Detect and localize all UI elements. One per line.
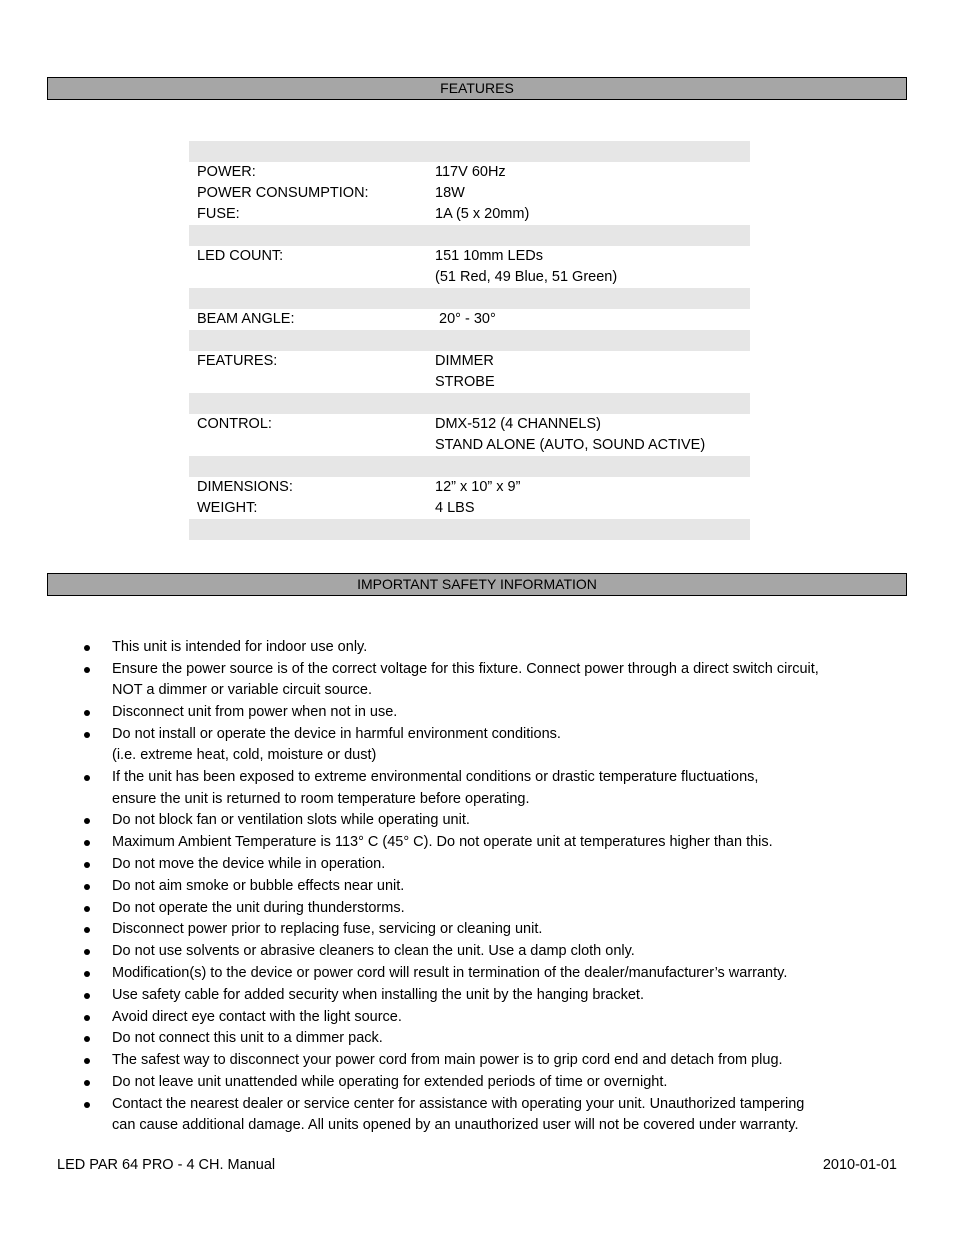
- safety-text: Use safety cable for added security when installing the unit by the hanging bracket.: [112, 986, 644, 1003]
- footer-manual-title: LED PAR 64 PRO - 4 CH. Manual: [57, 1157, 276, 1173]
- spec-value: 18W: [435, 185, 465, 201]
- spec-row: [189, 435, 750, 456]
- spec-row: [189, 351, 750, 372]
- safety-text: Do not use solvents or abrasive cleaners to clean the unit. Use a damp cloth only.: [112, 943, 635, 960]
- bullet-icon: [84, 645, 90, 651]
- safety-list-item: [84, 1094, 904, 1137]
- bullet-icon: [84, 732, 90, 738]
- bullet-icon: [84, 710, 90, 716]
- spec-row: [189, 372, 750, 393]
- safety-title: IMPORTANT SAFETY INFORMATION: [357, 576, 597, 592]
- spec-row: [189, 498, 750, 519]
- bullet-icon: [84, 862, 90, 868]
- spec-divider: [189, 393, 750, 414]
- safety-text: NOT a dimmer or variable circuit source.: [112, 682, 373, 699]
- bullet-icon: [84, 818, 90, 824]
- spec-value: 12” x 10” x 9”: [435, 479, 521, 495]
- spec-divider: [189, 225, 750, 246]
- safety-text: Disconnect unit from power when not in use.: [112, 704, 398, 721]
- bullet-icon: [84, 884, 90, 890]
- spec-divider: [189, 141, 750, 162]
- spec-row: [189, 477, 750, 498]
- safety-text: (i.e. extreme heat, cold, moisture or dust): [112, 747, 377, 764]
- safety-text: Do not block fan or ventilation slots while operating unit.: [112, 812, 470, 829]
- spec-row: [189, 267, 750, 288]
- safety-text: Ensure the power source is of the correct voltage for this fixture. Connect power through a direct switch circuit,: [112, 660, 819, 677]
- spec-row: [189, 204, 750, 225]
- safety-list-item: [84, 659, 904, 702]
- bullet-icon: [84, 667, 90, 673]
- safety-text: Do not install or operate the device in harmful environment conditions.: [112, 725, 561, 742]
- spec-group: [189, 246, 750, 288]
- safety-text: Avoid direct eye contact with the light source.: [112, 1008, 402, 1025]
- spec-label: POWER:: [197, 164, 256, 180]
- safety-list: [84, 637, 904, 1137]
- safety-text: Modification(s) to the device or power cord will result in termination of the dealer/manufacturer’s warranty.: [112, 965, 788, 982]
- spec-value: STROBE: [435, 374, 495, 390]
- bullet-icon: [84, 971, 90, 977]
- spec-divider: [189, 330, 750, 351]
- specifications-table: [189, 141, 750, 540]
- safety-list-item: [84, 810, 904, 832]
- spec-value: STAND ALONE (AUTO, SOUND ACTIVE): [435, 437, 706, 453]
- safety-section-header: [47, 573, 907, 596]
- safety-list-item: [84, 1028, 904, 1050]
- safety-text: Do not move the device while in operation.: [112, 856, 386, 873]
- safety-text: This unit is intended for indoor use only.: [112, 639, 368, 655]
- bullet-icon: [84, 1080, 90, 1086]
- spec-value: DMX-512 (4 CHANNELS): [435, 416, 601, 432]
- bullet-icon: [84, 775, 90, 781]
- spec-value: DIMMER: [435, 353, 494, 369]
- bullet-icon: [84, 840, 90, 846]
- spec-divider: [189, 519, 750, 540]
- spec-group: [189, 351, 750, 393]
- spec-value: 1A (5 x 20mm): [435, 206, 530, 222]
- safety-list-item: [84, 724, 904, 767]
- bullet-icon: [84, 949, 90, 955]
- footer-date: 2010-01-01: [822, 1157, 897, 1173]
- bullet-icon: [84, 1058, 90, 1064]
- safety-text: can cause additional damage. All units opened by an unauthorized user will not be covered under warranty.: [112, 1117, 799, 1134]
- bullet-icon: [84, 993, 90, 999]
- safety-list-item: [84, 898, 904, 920]
- safety-text: Do not connect this unit to a dimmer pack.: [112, 1030, 383, 1047]
- spec-label: FEATURES:: [197, 353, 278, 369]
- spec-value: 4 LBS: [435, 500, 475, 516]
- bullet-icon: [84, 927, 90, 933]
- safety-list-item: [84, 963, 904, 985]
- bullet-icon: [84, 1036, 90, 1042]
- spec-label: WEIGHT:: [197, 500, 258, 516]
- spec-row: [189, 309, 750, 330]
- safety-text: Maximum Ambient Temperature is 113° C (45° C). Do not operate unit at temperatures higher than this.: [112, 834, 773, 851]
- safety-list-item: [84, 985, 904, 1007]
- spec-label: DIMENSIONS:: [197, 479, 293, 495]
- bullet-icon: [84, 1102, 90, 1108]
- safety-text: The safest way to disconnect your power cord from main power is to grip cord end and detach from plug.: [112, 1052, 783, 1069]
- spec-value: (51 Red, 49 Blue, 51 Green): [435, 269, 618, 285]
- bullet-icon: [84, 906, 90, 912]
- features-section-header: [47, 77, 907, 100]
- spec-group: [189, 414, 750, 456]
- features-title: FEATURES: [440, 80, 514, 96]
- spec-label: POWER CONSUMPTION:: [197, 185, 369, 201]
- safety-list-item: [84, 854, 904, 876]
- safety-list-item: [84, 637, 904, 659]
- spec-label: FUSE:: [197, 206, 240, 222]
- spec-label: BEAM ANGLE:: [197, 311, 295, 327]
- spec-row: [189, 162, 750, 183]
- spec-value: 117V 60Hz: [435, 164, 506, 180]
- safety-list-item: [84, 919, 904, 941]
- spec-value: 20° - 30°: [435, 311, 496, 327]
- spec-row: [189, 183, 750, 204]
- bullet-icon: [84, 1015, 90, 1021]
- spec-value: 151 10mm LEDs: [435, 248, 543, 264]
- spec-divider: [189, 456, 750, 477]
- safety-text: If the unit has been exposed to extreme environmental conditions or drastic temperature fluctuations,: [112, 769, 759, 786]
- safety-list-item: [84, 1050, 904, 1072]
- spec-row: [189, 414, 750, 435]
- safety-text: Do not leave unit unattended while operating for extended periods of time or overnight.: [112, 1074, 668, 1091]
- safety-text: ensure the unit is returned to room temperature before operating.: [112, 790, 530, 807]
- safety-list-item: [84, 941, 904, 963]
- safety-list-item: [84, 876, 904, 898]
- spec-group: [189, 477, 750, 519]
- safety-list-item: [84, 1007, 904, 1029]
- spec-label: CONTROL:: [197, 416, 272, 432]
- spec-group: [189, 309, 750, 330]
- spec-row: [189, 246, 750, 267]
- spec-label: LED COUNT:: [197, 248, 284, 264]
- safety-list-item: [84, 832, 904, 854]
- safety-text: Disconnect power prior to replacing fuse, servicing or cleaning unit.: [112, 921, 543, 938]
- safety-list-item: [84, 767, 904, 810]
- spec-group: [189, 162, 750, 225]
- safety-list-item: [84, 1072, 904, 1094]
- spec-divider: [189, 288, 750, 309]
- safety-text: Do not aim smoke or bubble effects near unit.: [112, 877, 405, 894]
- safety-text: Do not operate the unit during thunderstorms.: [112, 899, 405, 916]
- safety-text: Contact the nearest dealer or service center for assistance with operating your unit. Unauthorized tampering: [112, 1095, 805, 1112]
- safety-list-item: [84, 702, 904, 724]
